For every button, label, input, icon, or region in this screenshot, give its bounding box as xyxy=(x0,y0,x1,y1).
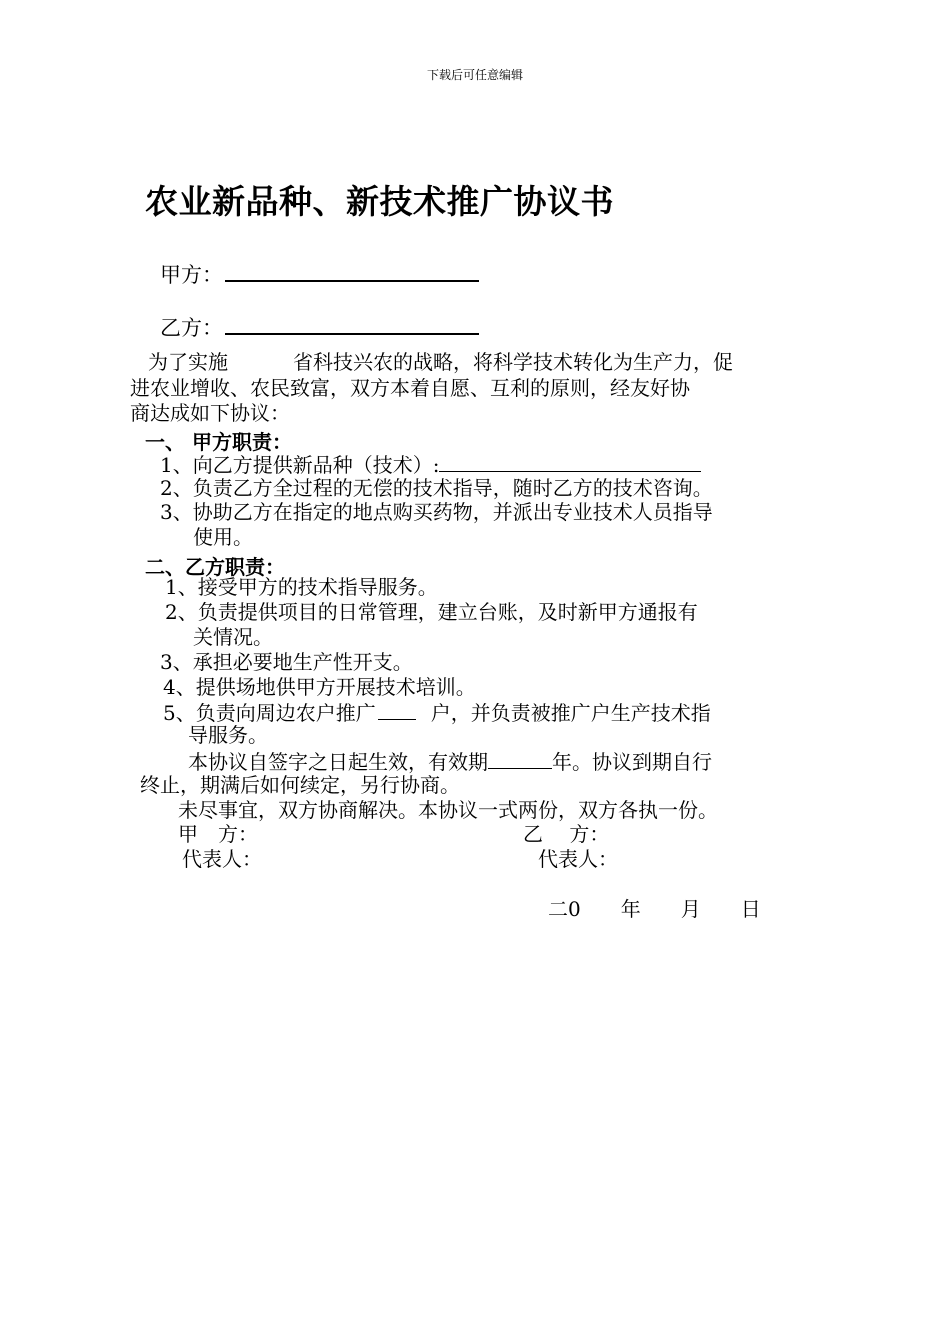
intro-line-1b: 省科技兴农的战略，将科学技术转化为生产力，促 xyxy=(293,350,733,374)
party-a-blank xyxy=(225,258,479,282)
party-b-row xyxy=(160,311,479,342)
section-a-item-3: 3、协助乙方在指定的地点购买药物，并派出专业技术人员指导 xyxy=(160,500,713,524)
party-a-label: 甲方： xyxy=(160,263,223,287)
section-a-item-2: 2、负责乙方全过程的无偿的技术指导，随时乙方的技术咨询。 xyxy=(160,476,713,500)
intro-line-1a: 为了实施 xyxy=(148,350,228,374)
signature-party-b: 乙 方： xyxy=(523,822,610,846)
section-b-heading: 二、乙方职责： xyxy=(145,555,285,579)
signature-party-a: 甲 方： xyxy=(178,822,258,846)
header-note: 下载后可任意编辑 xyxy=(426,68,523,82)
party-a-row xyxy=(160,258,479,289)
section-b-item-5-text-b: 户，并负责被推广户生产技术指 xyxy=(430,701,711,725)
section-b-item-1: 1、接受甲方的技术指导服务。 xyxy=(165,575,438,599)
document-title: 农业新品种、新技术推广协议书 xyxy=(145,182,614,221)
validity-line-2: 终止，期满后如何续定，另行协商。 xyxy=(140,773,460,797)
section-a-item-1 xyxy=(160,451,701,477)
section-a-heading: 一、 甲方职责： xyxy=(145,430,292,454)
validity-line-1 xyxy=(188,748,712,774)
validity-line-1-text-a: 本协议自签字之日起生效，有效期 xyxy=(188,750,488,774)
section-b-item-3: 3、承担必要地生产性开支。 xyxy=(160,650,413,674)
signature-date: 二0 年 月 日 xyxy=(548,897,761,921)
section-b-item-5-cont: 导服务。 xyxy=(188,723,268,747)
party-b-blank xyxy=(225,311,479,335)
section-b-item-5 xyxy=(163,699,711,725)
intro-line-3: 商达成如下协议： xyxy=(130,401,290,425)
party-b-label: 乙方： xyxy=(160,316,223,340)
section-b-item-2-cont: 关情况。 xyxy=(193,625,273,649)
validity-line-1-text-b: 年。协议到期自行 xyxy=(552,750,712,774)
section-b-item-2: 2、负责提供项目的日常管理，建立台账，及时新甲方通报有 xyxy=(165,600,698,624)
validity-years-blank xyxy=(488,748,552,769)
signature-rep-b: 代表人： xyxy=(538,847,618,871)
intro-line-2: 进农业增收、农民致富，双方本着自愿、互利的原则，经友好协 xyxy=(130,376,690,400)
new-variety-blank xyxy=(439,451,701,472)
section-b-item-5-text-a: 5、负责向周边农户推广 xyxy=(163,701,376,725)
closing-line: 未尽事宜，双方协商解决。本协议一式两份，双方各执一份。 xyxy=(178,798,718,822)
section-b-item-4: 4、提供场地供甲方开展技术培训。 xyxy=(163,675,476,699)
section-a-item-3-cont: 使用。 xyxy=(193,525,253,549)
section-a-item-1-text: 1、向乙方提供新品种（技术）: xyxy=(160,453,440,477)
households-blank xyxy=(378,699,416,720)
signature-rep-a: 代表人： xyxy=(182,847,262,871)
